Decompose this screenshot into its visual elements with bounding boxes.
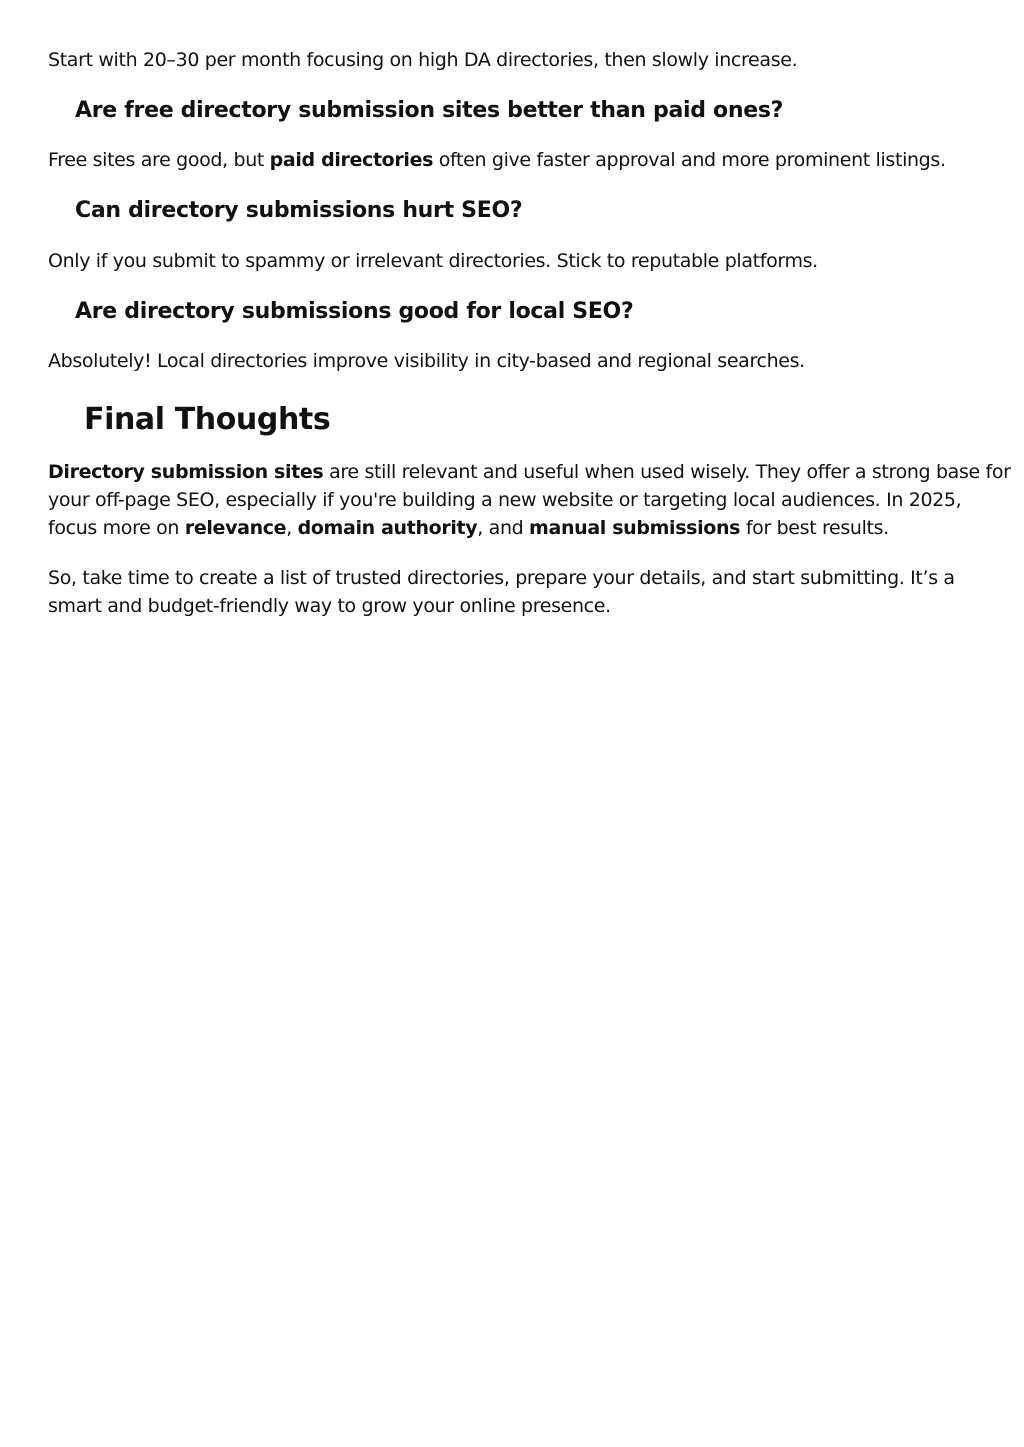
final-p1-sep2: , and [477,517,530,539]
faq-question-2: Are free directory submission sites better than paid ones? [75,98,784,123]
final-p1-sep1: , [286,517,298,539]
final-p1-line3-post: for best results. [740,517,889,539]
faq-answer-3: Only if you submit to spammy or irrelevant directories. Stick to reputable platforms. [48,250,818,272]
bold-directory-submission-sites: Directory submission sites [48,461,324,483]
faq-answer-1: Start with 20–30 per month focusing on high DA directories, then slowly increase. [48,49,798,71]
faq-answer-2-post: often give faster approval and more prominent listings. [433,149,946,171]
faq-question-3: Can directory submissions hurt SEO? [75,198,523,223]
final-paragraph-1-line-2: your off-page SEO, especially if you're building a new website or targeting local audiences. In 2025, [48,489,962,511]
final-paragraph-1-line-3 [48,514,889,542]
faq-question-4: Are directory submissions good for local SEO? [75,299,634,324]
bold-manual-submissions: manual submissions [529,517,741,539]
final-paragraph-1-line-1 [48,458,1011,486]
final-p1-line1-rest: are still relevant and useful when used wisely. They offer a strong base for [323,461,1011,483]
faq-answer-2-bold: paid directories [269,149,434,171]
final-p1-line3-pre: focus more on [48,517,185,539]
final-paragraph-2-line-2: smart and budget-friendly way to grow your online presence. [48,595,611,617]
faq-answer-4: Absolutely! Local directories improve visibility in city-based and regional searches. [48,350,805,372]
section-heading-final-thoughts: Final Thoughts [84,402,331,437]
final-paragraph-2-line-1: So, take time to create a list of trusted directories, prepare your details, and start submitting. It’s a [48,567,955,589]
faq-answer-2 [48,146,946,174]
faq-answer-2-pre: Free sites are good, but [48,149,270,171]
bold-domain-authority: domain authority [297,517,478,539]
bold-relevance: relevance [184,517,287,539]
